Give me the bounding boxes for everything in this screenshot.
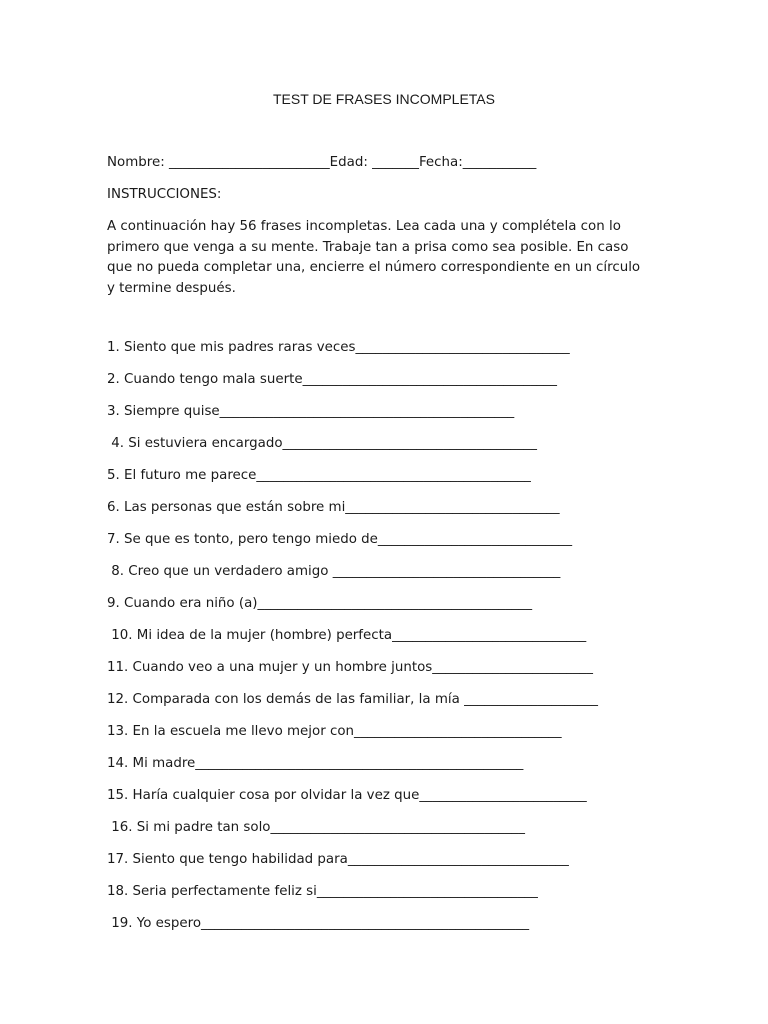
sentence-item: 9. Cuando era niño (a)_________________________________________ <box>107 596 533 611</box>
instructions-line: A continuación hay 56 frases incompletas. Lea cada una y complétela con lo <box>107 219 621 234</box>
sentence-item: 16. Si mi padre tan solo______________________________________ <box>107 820 525 835</box>
sentence-item: 5. El futuro me parece_________________________________________ <box>107 468 531 483</box>
sentence-item: 13. En la escuela me llevo mejor con_______________________________ <box>107 724 562 739</box>
sentence-item: 7. Se que es tonto, pero tengo miedo de_____________________________ <box>107 532 573 547</box>
sentence-item: 11. Cuando veo a una mujer y un hombre juntos________________________ <box>107 660 593 675</box>
sentence-item: 6. Las personas que están sobre mi________________________________ <box>107 500 560 515</box>
instructions-paragraph <box>107 217 667 299</box>
sentence-item: 18. Seria perfectamente feliz si_________________________________ <box>107 884 538 899</box>
sentence-item: 3. Siempre quise____________________________________________ <box>107 404 515 419</box>
page-title: TEST DE FRASES INCOMPLETAS <box>273 91 495 107</box>
instructions-heading: INSTRUCCIONES: <box>107 187 222 202</box>
sentence-item: 19. Yo espero_________________________________________________ <box>107 916 530 931</box>
instructions-line: primero que venga a su mente. Trabaje tan a prisa como sea posible. En caso <box>107 239 629 255</box>
sentence-list <box>107 339 598 947</box>
sentence-item: 2. Cuando tengo mala suerte______________________________________ <box>107 372 557 387</box>
sentence-item: 8. Creo que un verdadero amigo __________________________________ <box>107 564 561 579</box>
instructions-line: que no pueda completar una, encierre el número correspondiente en un círculo <box>107 260 641 275</box>
sentence-item: 12. Comparada con los demás de las familiar, la mía ____________________ <box>107 692 599 707</box>
sentence-item: 1. Siento que mis padres raras veces________________________________ <box>107 340 570 355</box>
sentence-item: 10. Mi idea de la mujer (hombre) perfecta_____________________________ <box>107 628 587 643</box>
sentence-item: 4. Si estuviera encargado______________________________________ <box>107 436 537 451</box>
sentence-item: 17. Siento que tengo habilidad para_________________________________ <box>107 852 569 867</box>
name-age-date-line: Nombre: ________________________Edad: _______Fecha:___________ <box>107 155 537 170</box>
sentence-item: 14. Mi madre_________________________________________________ <box>107 756 524 771</box>
sentence-item: 15. Haría cualquier cosa por olvidar la vez que_________________________ <box>107 788 587 803</box>
instructions-line: y termine después. <box>107 280 236 296</box>
